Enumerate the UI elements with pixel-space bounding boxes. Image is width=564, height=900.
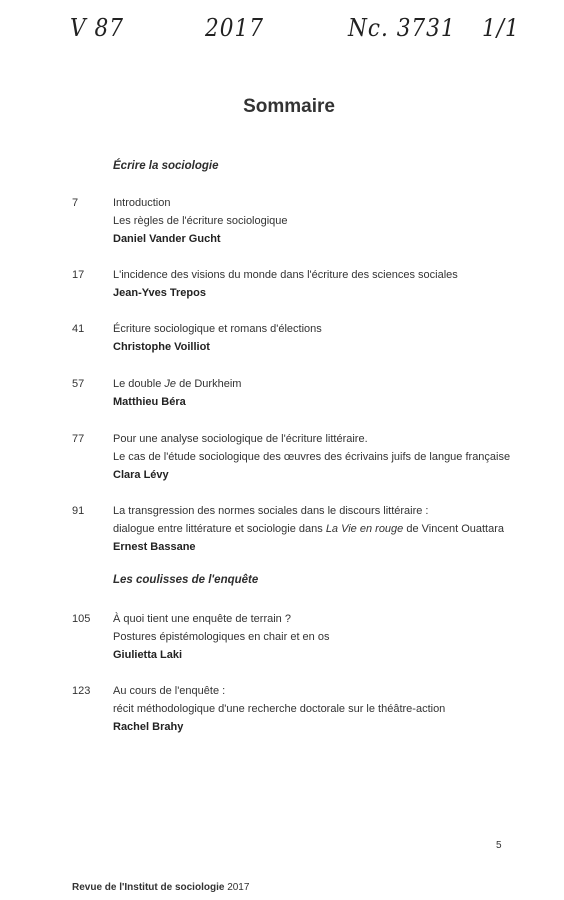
entry-page-number: 77 bbox=[72, 433, 85, 445]
entry-title-line: Écriture sociologique et romans d'élections bbox=[113, 323, 322, 335]
entry-author: Jean-Yves Trepos bbox=[113, 287, 206, 300]
entry-title-text: dialogue entre littérature et sociologie dans bbox=[113, 523, 326, 536]
entry-title-line: Les règles de l'écriture sociologique bbox=[113, 215, 288, 228]
entry-title-italic: La Vie en rouge bbox=[325, 523, 404, 536]
section-heading-ecrire: Écrire la sociologie bbox=[113, 160, 219, 172]
handwritten-fraction: 1/1 bbox=[482, 14, 520, 42]
entry-page-number: 91 bbox=[72, 505, 85, 517]
handwritten-annotation bbox=[0, 14, 564, 54]
entry-title-text: de Vincent Ouattara bbox=[403, 523, 504, 536]
entry-page-number: 17 bbox=[72, 269, 85, 281]
entry-title-line: L'incidence des visions du monde dans l'écriture des sciences sociales bbox=[113, 269, 458, 281]
handwritten-volume: V 87 bbox=[70, 14, 124, 42]
entry-page-number: 7 bbox=[72, 197, 79, 209]
entry-page-number: 123 bbox=[72, 685, 91, 697]
entry-author: Christophe Voilliot bbox=[113, 341, 210, 354]
entry-author: Matthieu Béra bbox=[113, 396, 186, 409]
entry-title-line: Le cas de l'étude sociologique des œuvres des écrivains juifs de langue française bbox=[113, 451, 511, 464]
entry-author: Clara Lévy bbox=[113, 469, 169, 482]
entry-author: Rachel Brahy bbox=[113, 721, 184, 734]
entry-title-italic: Je bbox=[164, 378, 177, 390]
entry-title-line: À quoi tient une enquête de terrain ? bbox=[113, 613, 291, 625]
entry-page-number: 57 bbox=[72, 378, 85, 390]
entry-page-number: 105 bbox=[72, 613, 91, 625]
entry-author: Ernest Bassane bbox=[113, 541, 196, 554]
entry-title-line: La transgression des normes sociales dans le discours littéraire : bbox=[113, 505, 429, 517]
journal-year: 2017 bbox=[227, 882, 250, 893]
entry-title-line: Postures épistémologiques en chair et en os bbox=[113, 631, 330, 644]
entry-title-text: de Durkheim bbox=[176, 378, 242, 390]
page-title: Sommaire bbox=[243, 96, 335, 117]
entry-title-line bbox=[113, 520, 553, 538]
journal-name: Revue de l'Institut de sociologie bbox=[72, 882, 225, 893]
entry-title-text: Le double bbox=[113, 378, 165, 390]
page-number: 5 bbox=[496, 840, 502, 851]
section-heading-coulisses: Les coulisses de l'enquête bbox=[113, 574, 259, 586]
entry-title-line bbox=[113, 375, 553, 393]
entry-author: Daniel Vander Gucht bbox=[113, 233, 221, 246]
handwritten-number: Nc. 3731 bbox=[348, 14, 456, 42]
entry-page-number: 41 bbox=[72, 323, 85, 335]
entry-title-line: Pour une analyse sociologique de l'écriture littéraire. bbox=[113, 433, 368, 445]
handwritten-year: 2017 bbox=[205, 14, 264, 42]
entry-title-line: récit méthodologique d'une recherche doctorale sur le théâtre-action bbox=[113, 703, 446, 716]
entry-author: Giulietta Laki bbox=[113, 649, 183, 662]
entry-title-line: Introduction bbox=[113, 197, 171, 209]
running-footer bbox=[72, 882, 249, 893]
entry-title-line: Au cours de l'enquête : bbox=[113, 685, 226, 697]
